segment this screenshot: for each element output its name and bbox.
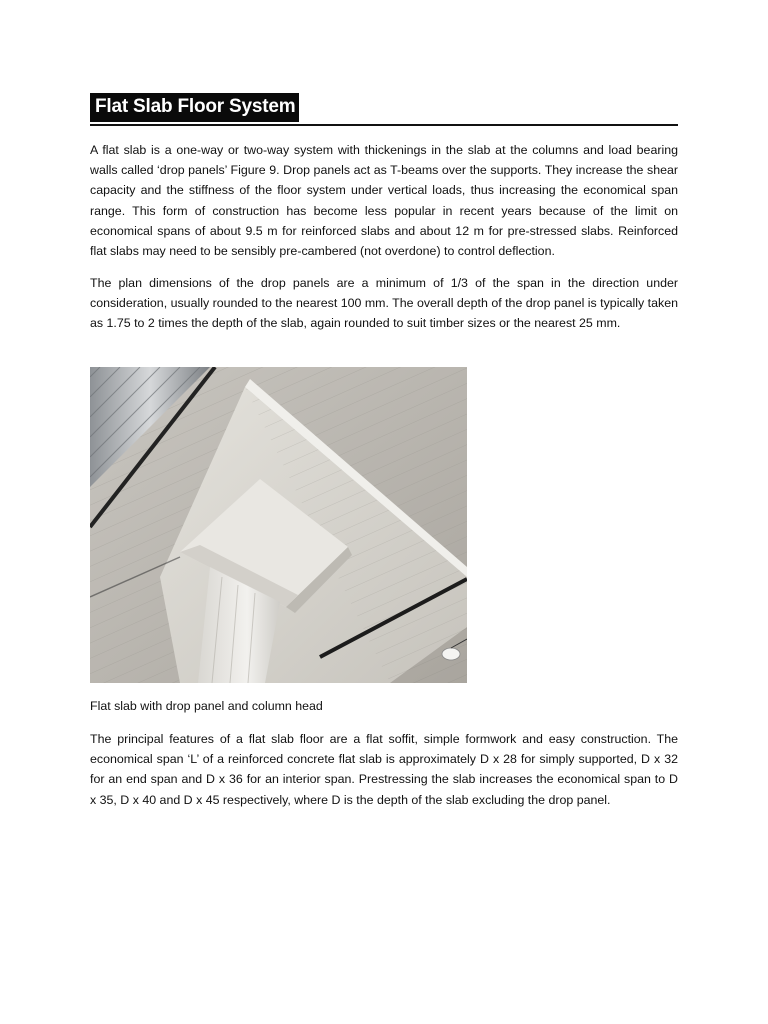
paragraph-principal-features: The principal features of a flat slab floor are a flat soffit, simple formwork and easy construction. The economical span ‘L’ of a reinforced concrete flat slab is approximately D x 28 for simply supported, D x 32 for an end span and D x 36 for an interior span. Prestressing the slab increases the economical span to D x 35, D x 40 and D x 45 respectively, where D is the depth of the slab excluding the drop panel.: [90, 732, 678, 807]
figure-caption: Flat slab with drop panel and column head: [90, 699, 323, 713]
page-title: Flat Slab Floor System: [90, 93, 299, 122]
paragraph-drop-panel-dimensions: The plan dimensions of the drop panels are a minimum of 1/3 of the span in the direction under consideration, usually rounded to the nearest 100 mm. The overall depth of the drop panel is typically taken as 1.75 to 2 times the depth of the slab, again rounded to suit timber sizes or the nearest 25 mm.: [90, 276, 678, 331]
heading-rule: [90, 93, 678, 126]
flat-slab-photo: [90, 367, 467, 683]
paragraph-intro: A flat slab is a one-way or two-way system with thickenings in the slab at the columns and load bearing walls called ‘drop panels’ Figure 9. Drop panels act as T-beams over the supports. They increase the shear capacity and the stiffness of the floor system under vertical loads, thus increasing the economical span range. This form of construction has become less popular in recent years because of the limit on economical spans of about 9.5 m for reinforced slabs and about 12 m for pre-stressed slabs. Reinforced flat slabs may need to be sensibly pre-cambered (not overdone) to control deflection.: [90, 143, 678, 259]
